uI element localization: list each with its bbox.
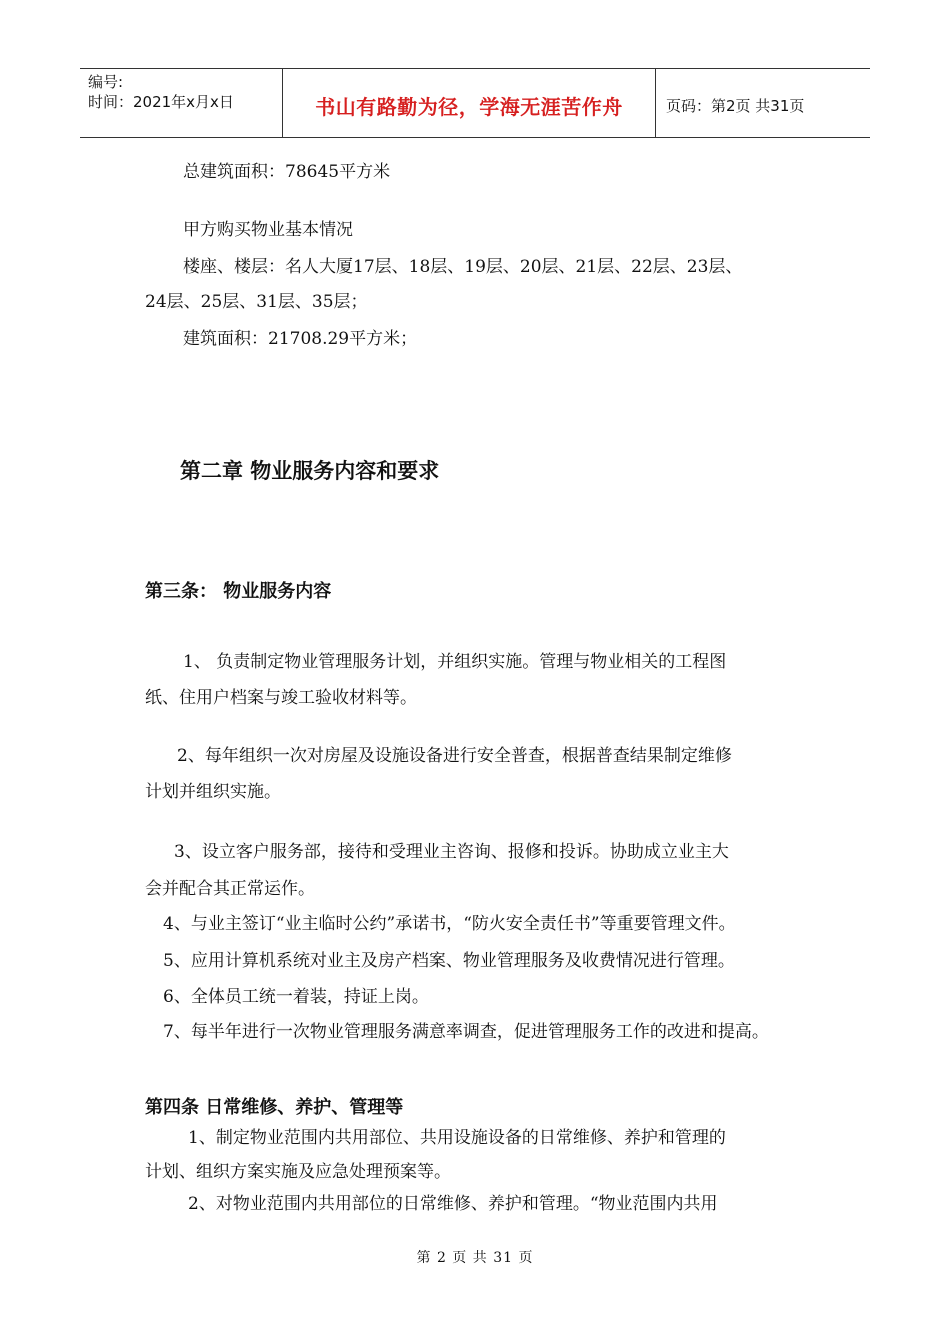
property-info-heading: 甲方购买物业基本情况 (183, 220, 353, 240)
total-area-line: 总建筑面积：78645平方米 (183, 162, 391, 182)
article-3-item-7: 7、每半年进行一次物业管理服务满意率调查，促进管理服务工作的改进和提高。 (163, 1022, 769, 1042)
article-3-item-1-line-2: 纸、住用户档案与竣工验收材料等。 (145, 688, 417, 708)
article-4-item-1-line-1: 1、制定物业范围内共用部位、共用设施设备的日常维修、养护和管理的 (188, 1128, 726, 1148)
article-4-item-2-line-1: 2、对物业范围内共用部位的日常维修、养护和管理。“物业范围内共用 (188, 1194, 718, 1214)
article-4-title: 第四条 日常维修、养护、管理等 (145, 1097, 404, 1118)
article-3-item-6: 6、全体员工统一着装，持证上岗。 (163, 987, 429, 1007)
floors-line-2: 24层、25层、31层、35层； (145, 292, 368, 312)
header-page-label: 页码：第2页 共31页 (666, 97, 805, 115)
header-number-label: 编号: (88, 73, 124, 91)
article-4-item-1-line-2: 计划、组织方案实施及应急处理预案等。 (145, 1162, 451, 1182)
chapter-title: 第二章 物业服务内容和要求 (180, 459, 440, 483)
article-3-item-3-line-1: 3、设立客户服务部，接待和受理业主咨询、报修和投诉。协助成立业主大 (174, 842, 729, 862)
article-3-item-3-line-2: 会并配合其正常运作。 (145, 879, 315, 899)
article-3-title: 第三条： 物业服务内容 (145, 581, 332, 602)
article-3-item-4: 4、与业主签订“业主临时公约”承诺书，“防火安全责任书”等重要管理文件。 (163, 914, 736, 934)
header-page-cell (656, 69, 870, 137)
building-area-line: 建筑面积：21708.29平方米； (183, 329, 418, 349)
article-3-item-2-line-1: 2、每年组织一次对房屋及设施设备进行安全普查，根据普查结果制定维修 (177, 746, 732, 766)
article-3-item-5: 5、应用计算机系统对业主及房产档案、物业管理服务及收费情况进行管理。 (163, 951, 735, 971)
header-motto: 书山有路勤为径，学海无涯苦作舟 (315, 95, 623, 119)
page-header (80, 68, 870, 138)
article-3-item-2-line-2: 计划并组织实施。 (145, 782, 281, 802)
page-footer: 第 2 页 共 31 页 (416, 1250, 534, 1266)
article-3-item-1-line-1: 1、 负责制定物业管理服务计划，并组织实施。管理与物业相关的工程图 (183, 652, 727, 672)
header-info-cell (80, 69, 283, 137)
floors-line-1: 楼座、楼层：名人大厦17层、18层、19层、20层、21层、22层、23层、 (183, 257, 743, 277)
header-motto-cell (283, 69, 656, 137)
header-date-label: 时间：2021年x月x日 (88, 93, 234, 111)
